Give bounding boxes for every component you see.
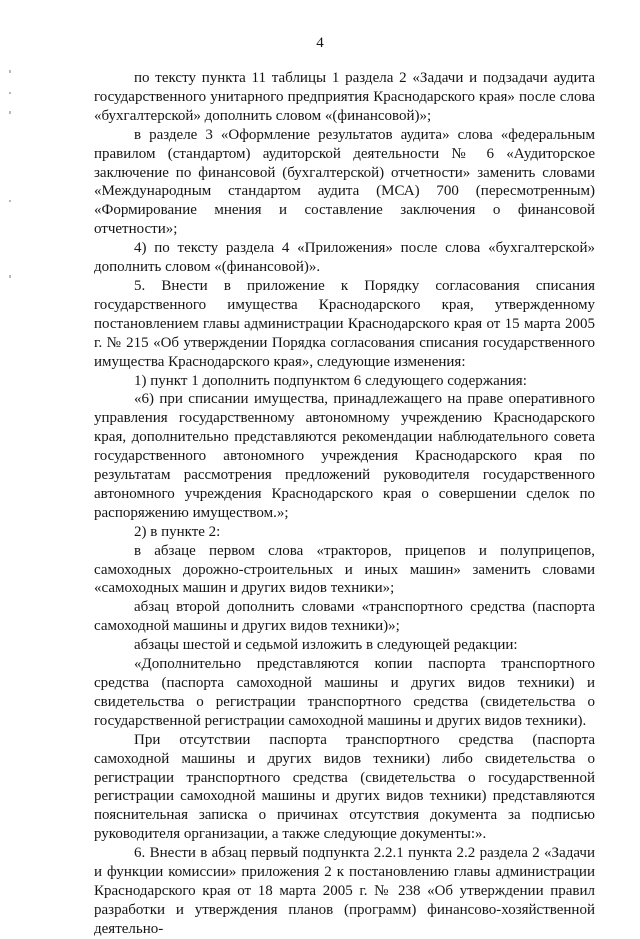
paragraph: по тексту пункта 11 таблицы 1 раздела 2 «Задачи и подзадачи аудита государственного унитарного предприятия Краснодарского края» после слова «бухгалтерской» дополнить словом «(финансовой)»; — [94, 70, 595, 124]
paragraph: в разделе 3 «Оформление результатов аудита» слова «федеральным правилом (стандартом) аудиторской деятельности № 6 «Аудиторское заключение по финансовой (бухгалтерской) отчетности» заменить словами «Международным стандартом аудита (МСА) 700 (пересмотренным) «Формирование мнения и составление заключения о финансовой отчетности»; — [94, 126, 595, 238]
document-body — [94, 69, 595, 939]
page-number: 4 — [316, 35, 324, 51]
scan-margin-marks — [9, 70, 11, 280]
paragraph: 5. Внести в приложение к Порядку согласования списания государственного имущества Краснодарского края, утвержденному постановлением главы администрации Краснодарского края от 15 марта 2005 г. № 215 «Об утверждении Порядка согласования списания государственного имущества Краснодарского края», следующие изменения: — [94, 277, 595, 370]
paragraph: 6. Внести в абзац первый подпункта 2.2.1 пункта 2.2 раздела 2 «Задачи и функции комиссии» приложения 2 к постановлению главы администрации Краснодарского края от 18 марта 2005 г. № 238 «Об утверждении правил разработки и утверждения планов (программ) финансово-хозяйственной деятельно- — [94, 845, 595, 937]
paragraph: 1) пункт 1 дополнить подпунктом 6 следующего содержания: — [134, 372, 527, 389]
paragraph: 4) по тексту раздела 4 «Приложения» после слова «бухгалтерской» дополнить словом «(финансовой)». — [94, 240, 595, 276]
paragraph: в абзаце первом слова «тракторов, прицепов и полуприцепов, самоходных дорожно-строительных и иных машин» заменить словами «самоходных машин и других видов техники»; — [94, 542, 595, 597]
paragraph: абзацы шестой и седьмой изложить в следующей редакции: — [134, 637, 518, 654]
paragraph: «Дополнительно представляются копии паспорта транспортного средства (паспорта самоходной машины и других видов техники) и свидетельства о регистрации транспортного средства (свидетельства о государственной регистрации самоходной машины и других видов техники). — [94, 656, 595, 729]
paragraph: абзац второй дополнить словами «транспортного средства (паспорта самоходной машины и других видов техники)»; — [94, 599, 595, 635]
paragraph: «6) при списании имущества, принадлежащего на праве оперативного управления государственному автономному учреждению Краснодарского края, дополнительно представляются рекомендации наблюдательного совета государственного автономного учреждения Краснодарского края по результатам рассмотрения предложений руководителя государственного автономного учреждения Краснодарского края о совершении сделок по распоряжению имуществом.»; — [94, 391, 595, 521]
paragraph: 2) в пункте 2: — [134, 523, 221, 540]
paragraph: При отсутствии паспорта транспортного средства (паспорта самоходной машины и других видов техники) либо свидетельства о регистрации транспортного средства (свидетельства о государственной регистрации самоходной машины и других видов техники) представляются пояснительная записка о причинах отсутствия документа за подписью руководителя организации, а также следующие документы:». — [94, 731, 595, 843]
